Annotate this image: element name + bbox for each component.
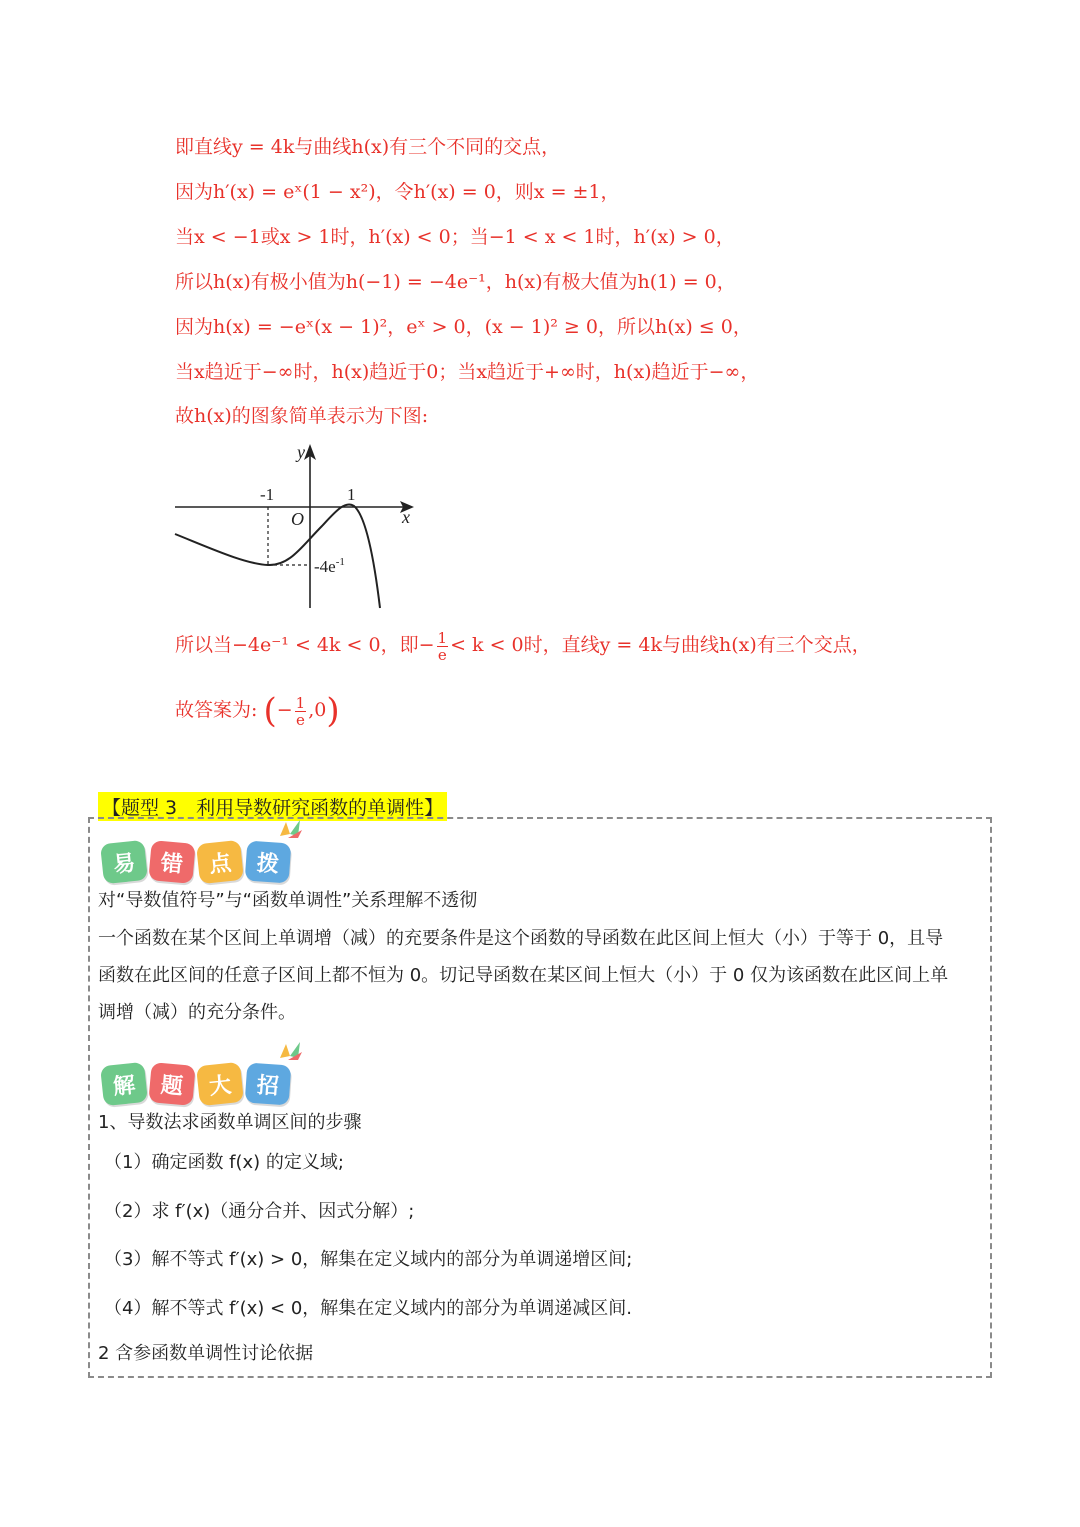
answer-line: 故答案为: (− $\frac{1}{e}$ ,0) (175, 691, 340, 731)
origin-label: O (291, 509, 304, 529)
function-graph (170, 438, 430, 613)
sparkle-icon (276, 818, 304, 840)
method-heading: 1、导数法求函数单调区间的步骤 (98, 1112, 362, 1133)
mistake-paragraph-line-2: 函数在此区间的任意子区间上都不恒为 0。切记导函数在某区间上恒大（小）于 0 仅为该函数在此区间上单 (98, 965, 949, 986)
conclusion-pre: 所以当−4e⁻¹ < 4k < 0，即− (175, 634, 435, 656)
min-value-label: $-4e^{-1}$ (314, 556, 345, 576)
mistake-heading: 对“导数值符号”与“函数单调性”关系理解不透彻 (98, 890, 478, 911)
mistake-paragraph-line-1: 一个函数在某个区间上单调增（减）的充要条件是这个函数的导函数在此区间上恒大（小）于等于 0，且导 (98, 928, 944, 949)
solution-line-6: 当x趋近于−∞时，h(x)趋近于0；当x趋近于+∞时，h(x)趋近于−∞， (175, 361, 760, 383)
badge-char: 拨 (245, 841, 292, 884)
sparkle-icon (276, 1040, 304, 1062)
conclusion-fraction: $\frac{1}{e}$ (437, 628, 448, 664)
solution-line-7: 故h(x)的图象简单表示为下图: (175, 405, 429, 427)
solution-line-3: 当x < −1或x > 1时，h′(x) < 0；当−1 < x < 1时，h′(x) > 0， (175, 226, 735, 248)
badge-char: 点 (196, 840, 244, 884)
method-heading-2: 2 含参函数单调性讨论依据 (98, 1343, 314, 1364)
method-step-3: （3）解不等式 f′(x) > 0，解集在定义域内的部分为单调递增区间; (104, 1249, 633, 1270)
badge-char: 解 (100, 1062, 148, 1106)
badge-char: 大 (196, 1062, 244, 1106)
section-title: 【题型 3 利用导数研究函数的单调性】 (98, 792, 447, 821)
tick-label-1: 1 (347, 485, 356, 504)
badge-char: 题 (148, 1062, 195, 1106)
mistake-paragraph-line-3: 调增（减）的充分条件。 (98, 1002, 296, 1023)
badge-char: 易 (100, 840, 148, 884)
badge-char: 招 (245, 1063, 292, 1106)
solution-conclusion (175, 625, 871, 665)
answer-fraction: $\frac{1}{e}$ (295, 693, 306, 729)
solution-line-2: 因为h′(x) = eˣ(1 − x²)，令h′(x) = 0，则x = ±1， (175, 181, 620, 203)
tick-label-neg1: -1 (260, 485, 275, 504)
solution-line-4: 所以h(x)有极小值为h(−1) = −4e⁻¹，h(x)有极大值为h(1) = 0， (175, 271, 736, 293)
answer-minus: − (276, 699, 293, 721)
x-axis-label: x (402, 507, 410, 527)
answer-label: 故答案为: (175, 699, 258, 721)
badge-row-methods (102, 1064, 290, 1104)
method-step-4: （4）解不等式 f′(x) < 0，解集在定义域内的部分为单调递减区间. (104, 1298, 632, 1319)
method-step-2: （2）求 f′(x)（通分合并、因式分解）; (104, 1201, 415, 1222)
method-step-1: （1）确定函数 f(x) 的定义域; (104, 1152, 344, 1173)
badge-row-mistakes (102, 842, 290, 882)
badge-char: 错 (148, 840, 195, 884)
y-axis-label: y (297, 442, 305, 462)
solution-line-5: 因为h(x) = −eˣ(x − 1)²，eˣ > 0，(x − 1)² ≥ 0，所以h(x) ≤ 0， (175, 316, 752, 338)
solution-line-1: 即直线y = 4k与曲线h(x)有三个不同的交点， (175, 136, 561, 158)
conclusion-post: < k < 0时，直线y = 4k与曲线h(x)有三个交点， (450, 634, 871, 656)
answer-tail: ,0 (308, 699, 327, 721)
